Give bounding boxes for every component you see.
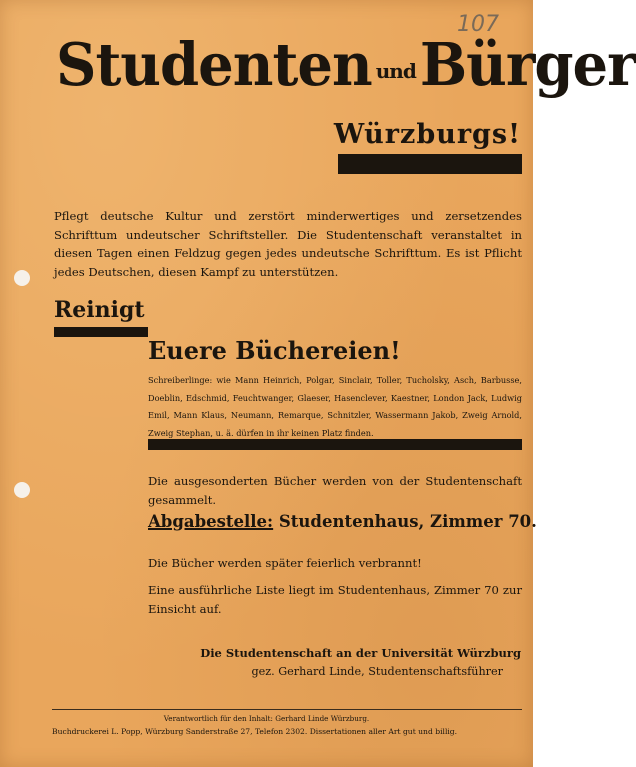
call-verb-bar bbox=[54, 327, 148, 337]
dropoff-label: Abgabestelle: bbox=[148, 512, 274, 531]
poster-title bbox=[56, 30, 636, 100]
subtitle-bar bbox=[338, 154, 522, 174]
signature-organization: Die Studentenschaft an der Universität Würzburg bbox=[200, 646, 521, 660]
punch-hole-bottom bbox=[14, 482, 30, 498]
footer-printer: Buchdruckerei L. Popp, Würzburg Sanderstraße 27, Telefon 2302. Dissertationen aller Art gut und billig. bbox=[52, 727, 458, 736]
call-verb: Reinigt bbox=[54, 297, 145, 323]
footer-responsible: Verantwortlich für den Inhalt: Gerhard Linde Würzburg. bbox=[163, 714, 370, 723]
collection-notice: Die ausgesonderten Bücher werden von der Studentenschaft gesammelt. bbox=[148, 474, 522, 507]
poster-subtitle: Würzburgs! bbox=[333, 119, 521, 150]
footer-rule bbox=[52, 709, 522, 710]
author-list: Schreiberlinge: wie Mann Heinrich, Polgar, Sinclair, Toller, Tucholsky, Asch, Barbusse, Doeblin, Edschmid, Feuchtwanger, Glaeser, Hasenclever, Kaestner, London Jack, Ludwig Emil, Mann Klaus, Neumann, Remarque, Schnitzler, Wassermann Jakob, Zweig Arnold, Zweig Stephan, u. ä. dürfen in ihr keinen Platz finden. bbox=[148, 375, 522, 438]
divider-bar bbox=[148, 439, 522, 450]
burning-notice: Die Bücher werden später feierlich verbrannt! bbox=[148, 556, 422, 570]
call-object: Euere Büchereien! bbox=[148, 336, 401, 365]
title-word-1: Studenten bbox=[56, 30, 372, 100]
title-word-2: Bürger bbox=[419, 30, 636, 100]
intro-paragraph: Pflegt deutsche Kultur und zerstört minderwertiges und zersetzendes Schrifttum undeutscher Schriftsteller. Die Studentenschaft veranstaltet in diesen Tagen einen Feldzug gegen jedes undeutsche Schrifttum. Es ist Pflicht jedes Deutschen, diesen Kampf zu unterstützen. bbox=[54, 209, 522, 279]
archive-annotation: 107 bbox=[457, 12, 499, 37]
dropoff-place: Studentenhaus, Zimmer 70. bbox=[278, 512, 537, 531]
title-connector: und bbox=[375, 59, 416, 83]
list-notice: Eine ausführliche Liste liegt im Studentenhaus, Zimmer 70 zur Einsicht auf. bbox=[148, 583, 522, 616]
signature-signed: gez. Gerhard Linde, Studentenschaftsführer bbox=[251, 665, 503, 678]
punch-hole-top bbox=[14, 270, 30, 286]
dropoff-line bbox=[148, 512, 537, 531]
